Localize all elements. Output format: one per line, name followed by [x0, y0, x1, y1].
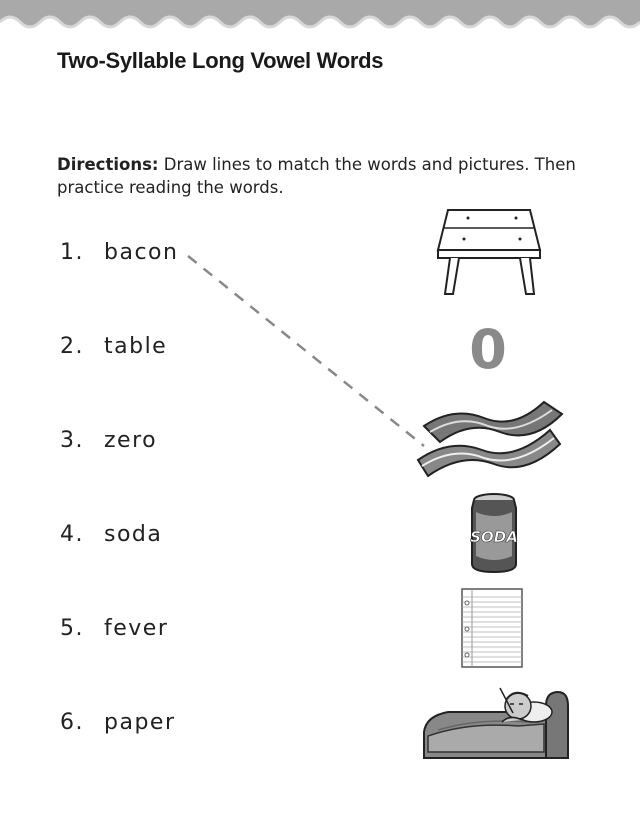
word-item-soda: [60, 522, 162, 547]
word-text: soda: [104, 522, 163, 547]
directions-text: Draw lines to match the words and pictures. Then practice reading the words.: [57, 155, 576, 197]
word-item-fever: [60, 616, 168, 641]
word-item-zero: [60, 428, 157, 453]
wavy-banner: [0, 0, 640, 40]
word-number: 1.: [60, 240, 84, 265]
word-text: paper: [104, 710, 176, 735]
table-icon: [434, 206, 544, 298]
worksheet-title: Two-Syllable Long Vowel Words: [57, 48, 384, 73]
word-text: table: [104, 334, 168, 359]
word-number: 4.: [60, 522, 84, 547]
sick-child-in-bed-icon: [418, 682, 572, 762]
bacon-icon: [414, 396, 566, 482]
word-text: fever: [104, 616, 169, 641]
zero-digit-icon: [466, 320, 510, 376]
word-item-table: [60, 334, 167, 359]
zero-digit-text: 0: [469, 320, 507, 376]
directions-label: Directions:: [57, 155, 159, 174]
word-number: 2.: [60, 334, 84, 359]
word-text: zero: [104, 428, 158, 453]
word-item-paper: [60, 710, 176, 735]
word-number: 5.: [60, 616, 84, 641]
word-item-bacon: [60, 240, 178, 265]
word-text: bacon: [104, 240, 179, 265]
paper-sheet-icon: [460, 587, 526, 671]
directions: [57, 153, 577, 199]
word-number: 6.: [60, 710, 84, 735]
soda-can-icon: [464, 492, 524, 576]
word-number: 3.: [60, 428, 84, 453]
soda-can-label: SODA: [470, 528, 518, 546]
